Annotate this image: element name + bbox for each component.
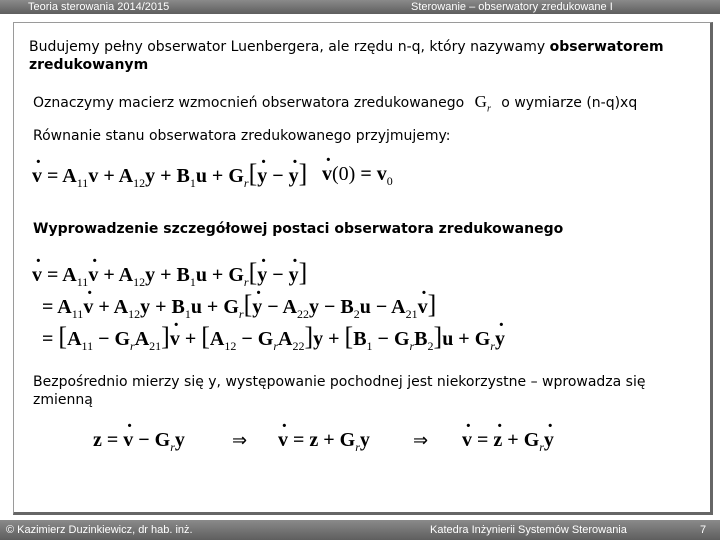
- intro-paragraph: [29, 38, 699, 74]
- initial-condition-equation: · $v(0) = v_0$: [322, 162, 393, 193]
- bottom-text: Bezpośrednio mierzy się y, występowanie pochodnej jest niekorzystne – wprowadza się: [33, 374, 646, 390]
- substitution-equation: · $v = z + G_ry$: [278, 428, 370, 459]
- bottom-text-2: zmienną: [33, 392, 93, 408]
- new-variable-equation: z = · $v - G_ry$: [93, 428, 185, 459]
- author: © Kazimierz Duzinkiewicz, dr hab. inż.: [6, 524, 193, 536]
- gain-dimension: o wymiarze (n-q)xq: [501, 95, 638, 111]
- slide-footer: [0, 520, 720, 540]
- gain-symbol: $G_r$: [474, 92, 491, 115]
- intro-text: Budujemy pełny obserwator Luenbergera, ale rzędu n-q, który nazywamy: [29, 39, 546, 55]
- gain-text: Oznaczymy macierz wzmocnień obserwatora zredukowanego: [33, 95, 465, 111]
- gain-paragraph: [33, 93, 713, 118]
- derivation-heading: Wyprowadzenie szczegółowej postaci obserwatora zredukowanego: [33, 221, 564, 237]
- state-paragraph: Równanie stanu obserwatora zredukowanego przyjmujemy:: [33, 128, 451, 144]
- page-number: 7: [700, 524, 707, 536]
- slide-header: [0, 0, 720, 14]
- derivation-line-3: = $[A_{11} - G_rA_{21}]\cdot v + [A_{12} - G_rA_{22}]y + [B_1 - G_rB_2]u + G_r\cdot y$: [32, 325, 505, 358]
- derivation-line-2: = $A_{11}\cdot v + A_{12}y + B_1u + G_r[\cdot y - A_{22}y - B_2u - A_{21}\cdot v]$: [32, 293, 436, 326]
- derivation-line-1: · $v = A_{11}\cdot v + A_{12}y + B_1u + G_r[\cdot y$ − · y]: [32, 261, 307, 294]
- derivative-equation: · v = · $z + G_r\cdot y$: [462, 428, 554, 459]
- slide-topic: Sterowanie – obserwatory zredukowane I: [411, 1, 613, 13]
- intro-bold-term-2: zredukowanym: [29, 57, 149, 73]
- observer-state-equation: · $v = A_{11}v + A_{12}y + B_1u + G_r[\cdot y$ − · y]: [32, 162, 307, 195]
- course-title: Teoria sterowania 2014/2015: [28, 1, 170, 13]
- implies-arrow-2: ⇒: [413, 430, 429, 451]
- bottom-paragraph: [33, 373, 713, 409]
- intro-bold-term: obserwatorem: [549, 39, 664, 55]
- implies-arrow-1: ⇒: [232, 430, 248, 451]
- department: Katedra Inżynierii Systemów Sterowania: [430, 524, 627, 536]
